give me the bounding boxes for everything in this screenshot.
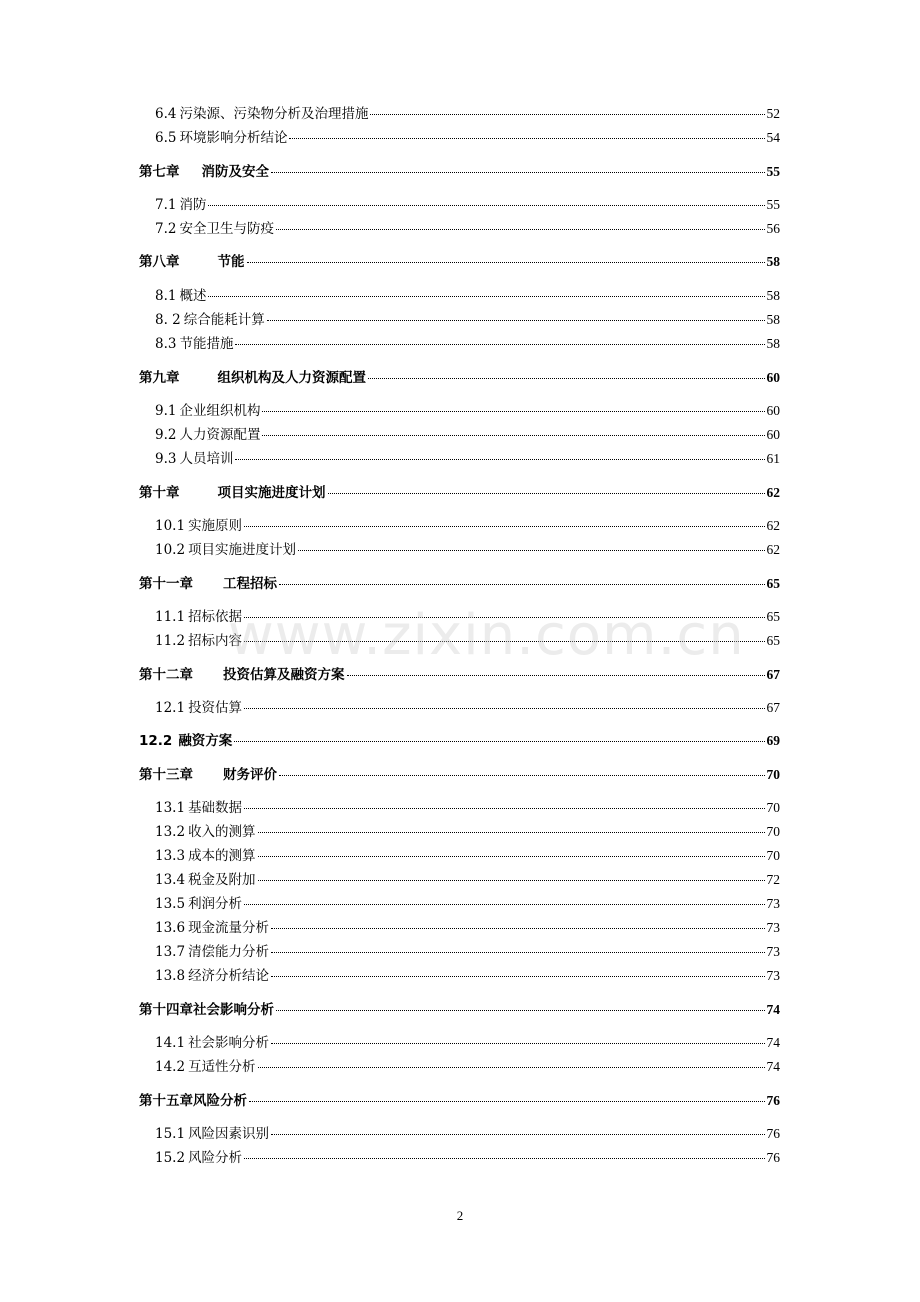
toc-entry-number: 第十五章 <box>139 1093 193 1109</box>
dot-leader <box>258 855 765 857</box>
toc-entry-number: 15.2 <box>155 1150 186 1166</box>
toc-section-entry[interactable] <box>155 966 780 986</box>
toc-entry-number: 13.5 <box>155 896 186 912</box>
toc-entry-number: 第十章 <box>139 485 180 501</box>
dot-leader <box>208 204 764 206</box>
toc-entry-title: 互适性分析 <box>188 1059 256 1075</box>
toc-entry-number: 13.2 <box>155 824 186 840</box>
toc-entry-page: 52 <box>766 106 780 121</box>
toc-entry-number: 13.6 <box>155 920 186 936</box>
toc-entry-page: 76 <box>766 1150 780 1165</box>
toc-entry-number: 14.2 <box>155 1059 186 1075</box>
toc-section-entry[interactable] <box>155 798 780 818</box>
toc-entry-number: 13.4 <box>155 872 186 888</box>
toc-entry-page: 70 <box>766 800 780 815</box>
toc-entry-number: 第十一章 <box>139 576 193 592</box>
toc-entry-title: 组织机构及人力资源配置 <box>217 370 366 386</box>
toc-entry-number: 第十二章 <box>139 667 193 683</box>
toc-section-entry[interactable] <box>155 1148 780 1168</box>
toc-entry-title: 概述 <box>179 288 207 304</box>
toc-entry-page: 76 <box>766 1093 780 1108</box>
toc-entry-number: 11.1 <box>155 609 186 625</box>
toc-entry-page: 74 <box>766 1035 780 1050</box>
toc-entry-page: 67 <box>766 700 780 715</box>
toc-entry-title: 招标内容 <box>188 633 243 649</box>
toc-section-entry[interactable] <box>155 698 780 718</box>
dot-leader <box>276 228 765 230</box>
dot-leader <box>298 549 764 551</box>
toc-entry-number: 8.1 <box>155 288 177 304</box>
dot-leader <box>279 583 765 585</box>
dot-leader <box>271 975 764 977</box>
toc-entry-title: 消防及安全 <box>201 164 269 180</box>
dot-leader <box>258 831 765 833</box>
toc-entry-page: 70 <box>766 767 780 782</box>
toc-entry-title: 社会影响分析 <box>193 1002 274 1018</box>
toc-entry-page: 70 <box>766 824 780 839</box>
toc-entry-number: 10.2 <box>155 542 186 558</box>
toc-entry-number: 9.1 <box>155 403 177 419</box>
toc-entry-number: 13.7 <box>155 944 186 960</box>
toc-entry-number: 7.1 <box>155 197 177 213</box>
toc-entry-title: 项目实施进度计划 <box>188 542 297 558</box>
toc-entry-page: 58 <box>766 254 780 269</box>
toc-section-entry[interactable] <box>155 310 780 330</box>
toc-entry-title: 招标依据 <box>188 609 243 625</box>
toc-entry-page: 58 <box>766 336 780 351</box>
toc-entry-title: 投资估算 <box>188 700 243 716</box>
toc-entry-title: 综合能耗计算 <box>183 312 265 328</box>
toc-entry-page: 60 <box>766 370 780 385</box>
toc-entry-number: 10.1 <box>155 518 186 534</box>
dot-leader <box>271 951 764 953</box>
toc-entry-title: 社会影响分析 <box>188 1035 270 1051</box>
toc-chapter-entry[interactable] <box>139 368 780 388</box>
toc-entry-page: 62 <box>766 518 780 533</box>
toc-entry-page: 70 <box>766 848 780 863</box>
toc-entry-number: 13.3 <box>155 848 186 864</box>
toc-entry-number: 11.2 <box>155 633 186 649</box>
dot-leader <box>235 343 764 345</box>
toc-section-entry[interactable] <box>155 425 780 445</box>
dot-leader <box>271 1133 764 1135</box>
dot-leader <box>271 1042 764 1044</box>
toc-entry-page: 73 <box>766 920 780 935</box>
toc-entry-number: 第九章 <box>139 370 180 386</box>
toc-entry-title: 实施原则 <box>188 518 243 534</box>
toc-chapter-entry[interactable] <box>139 1091 780 1111</box>
toc-entry-title: 成本的测算 <box>188 848 256 864</box>
toc-entry-title: 现金流量分析 <box>188 920 270 936</box>
toc-entry-number: 6.4 <box>155 106 177 122</box>
toc-entry-title: 利润分析 <box>188 896 243 912</box>
dot-leader <box>244 525 764 527</box>
toc-section-entry[interactable] <box>155 846 780 866</box>
dot-leader <box>279 774 765 776</box>
toc-entry-number: 13.8 <box>155 968 186 984</box>
dot-leader <box>244 903 764 905</box>
toc-section-entry[interactable] <box>155 540 780 560</box>
toc-section-entry[interactable] <box>155 334 780 354</box>
toc-entry-number: 14.1 <box>155 1035 186 1051</box>
toc-section-entry[interactable] <box>155 1033 780 1053</box>
toc-chapter-entry[interactable] <box>139 252 780 272</box>
dot-leader <box>370 113 764 115</box>
dot-leader <box>271 927 764 929</box>
toc-chapter-entry[interactable] <box>139 162 780 182</box>
toc-entry-title: 投资估算及融资方案 <box>223 667 345 683</box>
dot-leader <box>258 879 765 881</box>
toc-section-entry[interactable] <box>155 219 780 239</box>
toc-section-entry[interactable] <box>155 918 780 938</box>
dot-leader <box>262 410 764 412</box>
toc-entry-title: 风险分析 <box>193 1093 247 1109</box>
toc-entry-title: 污染源、污染物分析及治理措施 <box>179 106 369 122</box>
toc-entry-page: 73 <box>766 944 780 959</box>
dot-leader <box>267 319 765 321</box>
toc-entry-title: 风险因素识别 <box>188 1126 270 1142</box>
dot-leader <box>289 137 764 139</box>
dot-leader <box>247 261 765 263</box>
toc-chapter-entry[interactable] <box>139 1000 780 1020</box>
toc-entry-title: 经济分析结论 <box>188 968 270 984</box>
toc-section-entry[interactable] <box>155 128 780 148</box>
toc-entry-title: 安全卫生与防疫 <box>179 221 274 237</box>
toc-entry-page: 65 <box>766 609 780 624</box>
toc-section-entry[interactable] <box>155 401 780 421</box>
dot-leader <box>244 807 764 809</box>
toc-chapter-entry[interactable] <box>139 574 780 594</box>
toc-chapter-entry[interactable] <box>139 665 780 685</box>
toc-entry-title: 收入的测算 <box>188 824 256 840</box>
toc-entry-title: 人力资源配置 <box>179 427 261 443</box>
toc-entry-title: 基础数据 <box>188 800 243 816</box>
toc-section-entry[interactable] <box>155 1057 780 1077</box>
toc-entry-number: 7.2 <box>155 221 177 237</box>
dot-leader <box>347 674 765 676</box>
toc-entry-page: 69 <box>766 733 780 748</box>
dot-leader <box>271 171 765 173</box>
toc-entry-page: 74 <box>766 1002 780 1017</box>
toc-section-entry[interactable] <box>155 942 780 962</box>
toc-section-entry[interactable] <box>155 1124 780 1144</box>
dot-leader <box>328 492 765 494</box>
dot-leader <box>262 434 764 436</box>
toc-entry-number: 12.1 <box>155 700 186 716</box>
toc-entry-title: 环境影响分析结论 <box>179 130 288 146</box>
dot-leader <box>208 295 764 297</box>
toc-entry-title: 税金及附加 <box>188 872 256 888</box>
toc-entry-number: 13.1 <box>155 800 186 816</box>
dot-leader <box>258 1066 765 1068</box>
toc-entry-number: 8.3 <box>155 336 177 352</box>
dot-leader <box>368 377 765 379</box>
toc-section-entry[interactable] <box>155 894 780 914</box>
toc-entry-page: 54 <box>766 130 780 145</box>
toc-entry-page: 55 <box>766 164 780 179</box>
toc-entry-number: 9.2 <box>155 427 177 443</box>
toc-entry-number: 12.2 <box>139 733 173 749</box>
toc-entry-page: 65 <box>766 576 780 591</box>
toc-entry-title: 项目实施进度计划 <box>217 485 326 501</box>
toc-entry-title: 节能措施 <box>179 336 234 352</box>
toc-entry-number: 15.1 <box>155 1126 186 1142</box>
toc-entry-title: 企业组织机构 <box>179 403 261 419</box>
toc-section-entry[interactable] <box>155 870 780 890</box>
toc-entry-title: 消防 <box>179 197 207 213</box>
toc-chapter-entry[interactable] <box>139 765 780 785</box>
dot-leader <box>244 707 764 709</box>
toc-section-entry[interactable] <box>155 822 780 842</box>
toc-entry-page: 73 <box>766 896 780 911</box>
dot-leader <box>276 1009 765 1011</box>
toc-entry-page: 65 <box>766 633 780 648</box>
toc-section-entry[interactable] <box>155 195 780 215</box>
toc-entry-page: 58 <box>766 312 780 327</box>
toc-entry-page: 76 <box>766 1126 780 1141</box>
toc-section-entry[interactable] <box>155 104 780 124</box>
toc-entry-number: 第十四章 <box>139 1002 193 1018</box>
toc-chapter-entry[interactable] <box>139 483 780 503</box>
toc-entry-number: 9.3 <box>155 451 177 467</box>
toc-entry-number: 第八章 <box>139 254 180 270</box>
dot-leader <box>235 458 764 460</box>
toc-section-entry[interactable] <box>155 516 780 536</box>
toc-entry-number: 8. 2 <box>155 312 181 328</box>
toc-entry-page: 60 <box>766 427 780 442</box>
toc-entry-page: 74 <box>766 1059 780 1074</box>
toc-entry-page: 73 <box>766 968 780 983</box>
toc-chapter-entry[interactable] <box>139 731 780 751</box>
toc-entry-title: 节能 <box>217 254 245 270</box>
toc-entry-page: 55 <box>766 197 780 212</box>
toc-entry-title: 财务评价 <box>223 767 277 783</box>
toc-entry-number: 6.5 <box>155 130 177 146</box>
toc-entry-title: 风险分析 <box>188 1150 243 1166</box>
toc-entry-number: 第十三章 <box>139 767 193 783</box>
dot-leader <box>249 1100 765 1102</box>
toc-entry-title: 人员培训 <box>179 451 234 467</box>
dot-leader <box>234 740 764 742</box>
toc-entry-title: 清偿能力分析 <box>188 944 270 960</box>
dot-leader <box>244 1157 764 1159</box>
toc-section-entry[interactable] <box>155 286 780 306</box>
toc-entry-page: 58 <box>766 288 780 303</box>
toc-entry-page: 61 <box>766 451 780 466</box>
toc-entry-page: 60 <box>766 403 780 418</box>
watermark: www.zixin.com.cn <box>228 603 745 668</box>
page-number: 2 <box>456 1208 464 1223</box>
toc-entry-page: 62 <box>766 485 780 500</box>
toc-entry-page: 72 <box>766 872 780 887</box>
toc-entry-title: 工程招标 <box>223 576 277 592</box>
toc-entry-page: 56 <box>766 221 780 236</box>
toc-entry-page: 62 <box>766 542 780 557</box>
toc-entry-number: 第七章 <box>139 164 180 180</box>
toc-section-entry[interactable] <box>155 449 780 469</box>
toc-entry-title: 融资方案 <box>178 733 233 749</box>
toc-entry-page: 67 <box>766 667 780 682</box>
